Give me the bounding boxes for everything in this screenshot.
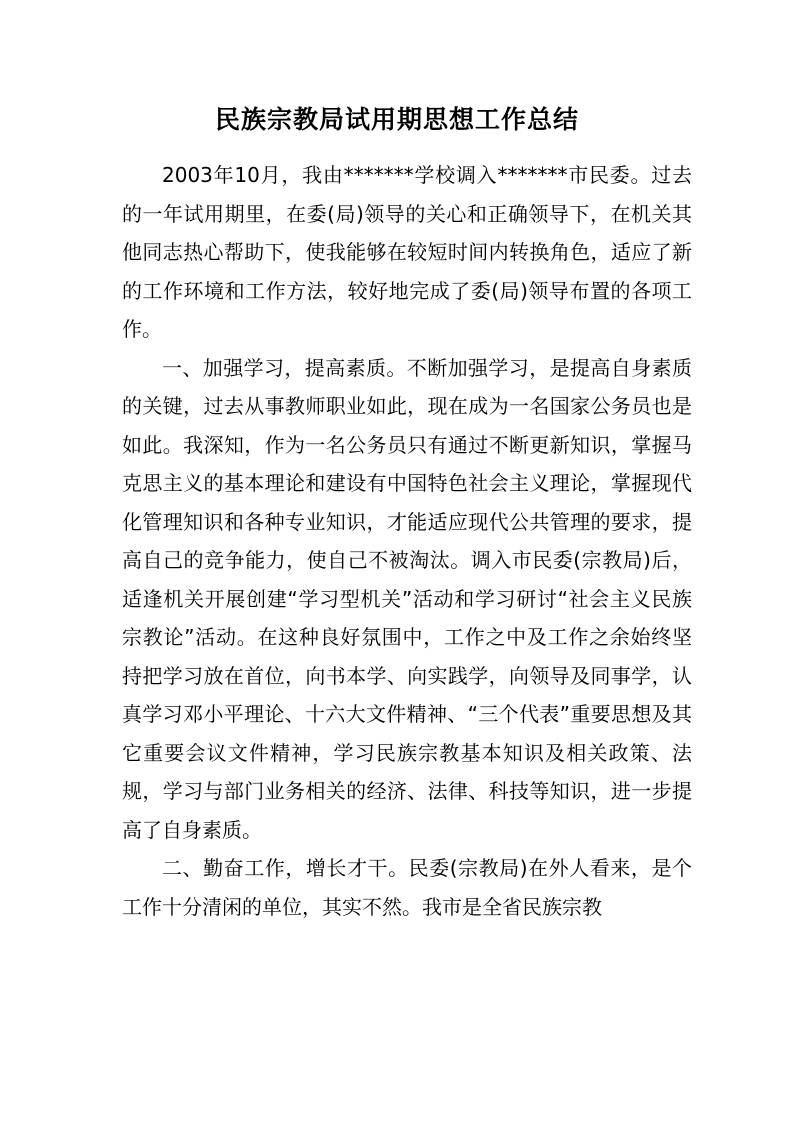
paragraph-work: 二、勤奋工作，增长才干。民委(宗教局)在外人看来，是个工作十分清闲的单位，其实不然。我市是全省民族宗教: [122, 856, 692, 919]
paragraph-intro: 2003年10月，我由*******学校调入*******市民委。过去的一年试用期里，在委(局)领导的关心和正确领导下，在机关其他同志热心帮助下，使我能够在较短时间内转换角色，适应了新的工作环境和工作方法，较好地完成了委(局)领导布置的各项工作。: [122, 163, 692, 341]
document-body: [122, 156, 692, 926]
document-title: 民族宗教局试用期思想工作总结: [214, 105, 579, 134]
paragraph-study: 一、加强学习，提高素质。不断加强学习，是提高自身素质的关键，过去从事教师职业如此，现在成为一名国家公务员也是如此。我深知，作为一名公务员只有通过不断更新知识，掌握马克思主义的基本理论和建设有中国特色社会主义理论，掌握现代化管理知识和各种专业知识，才能适应现代公共管理的要求，提高自己的竞争能力，使自己不被淘汰。调入市民委(宗教局)后，适逢机关开展创建“学习型机关”活动和学习研讨“社会主义民族宗教论”活动。在这种良好氛围中，工作之中及工作之余始终坚持把学习放在首位，向书本学、向实践学，向领导及同事学，认真学习邓小平理论、十六大文件精神、“三个代表”重要思想及其它重要会议文件精神，学习民族宗教基本知识及相关政策、法规，学习与部门业务相关的经济、法律、科技等知识，进一步提高了自身素质。: [122, 355, 692, 842]
